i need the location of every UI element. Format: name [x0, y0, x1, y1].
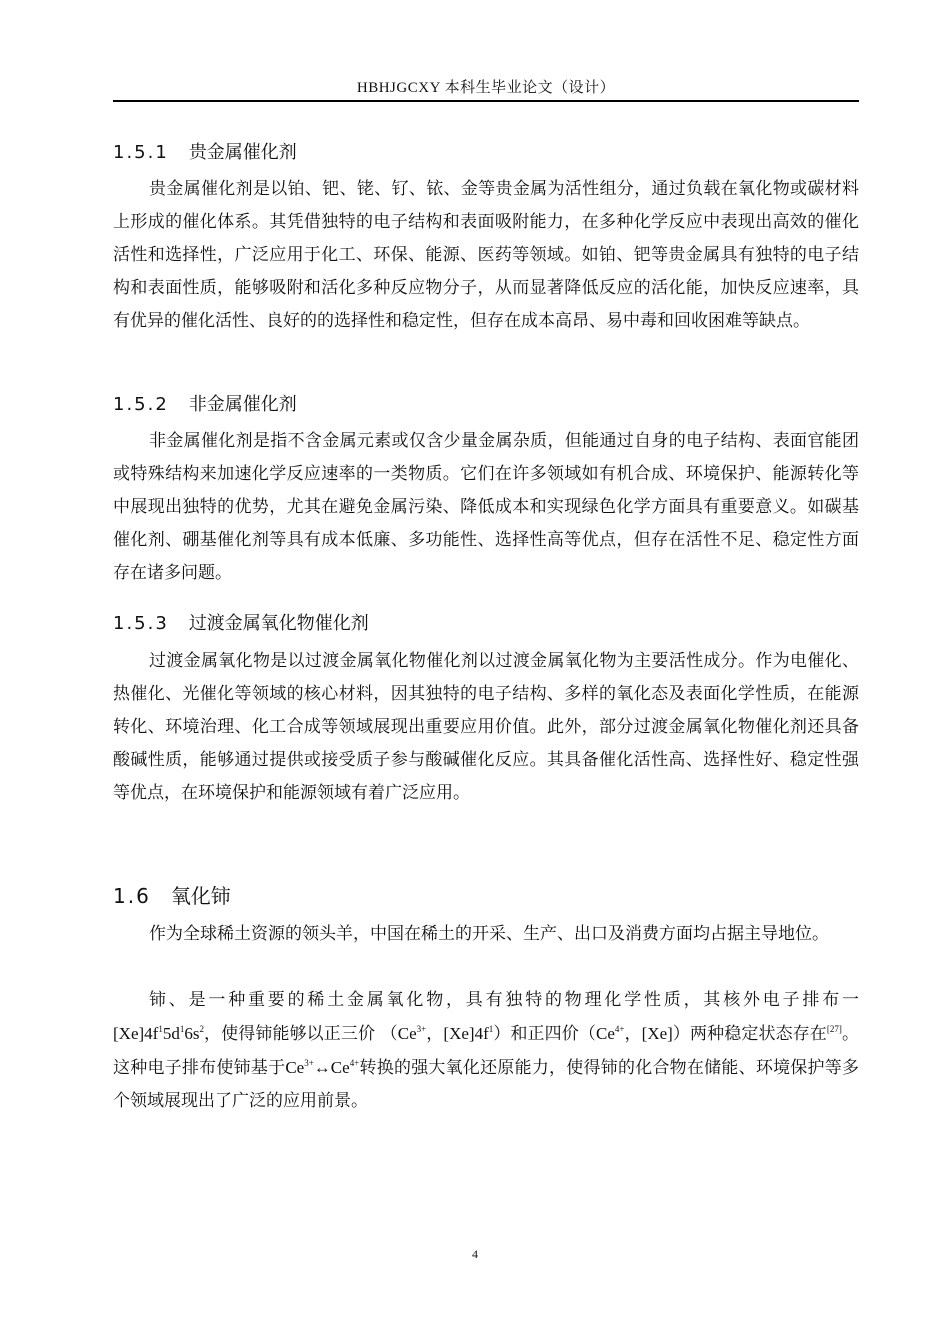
page-number: 4 — [472, 1247, 478, 1261]
text-run: 6s — [184, 1024, 200, 1043]
paragraph-cerium — [113, 984, 859, 1118]
electron-config — [113, 1024, 204, 1043]
superscript: 1 — [158, 1024, 163, 1034]
section-title: 贵金属催化剂 — [188, 142, 297, 163]
superscript: 2 — [199, 1024, 204, 1034]
text-run: 铈、是一种重要的稀土金属氧化物，具有独特的物理化学性质，其核外电子排布一 — [149, 990, 859, 1010]
text-run: 。这种电子排布使铈基于 — [113, 1024, 860, 1078]
superscript: 3+ — [416, 1024, 427, 1034]
text-run: Ce — [330, 1058, 350, 1077]
superscript: 4+ — [349, 1058, 360, 1068]
ion-ce3 — [398, 1024, 426, 1043]
ion-ce4 — [596, 1024, 624, 1043]
double-arrow-icon: ↔ — [313, 1058, 331, 1077]
superscript: 3+ — [304, 1058, 314, 1068]
citation-ref: [27] — [826, 1024, 842, 1034]
text-run: ， — [624, 1024, 642, 1044]
section-heading-1-6 — [113, 880, 231, 909]
superscript: 1 — [488, 1024, 494, 1034]
section-number: 1.5.2 — [113, 394, 169, 415]
text-run: ，使得铈能够以正三价 （ — [203, 1024, 398, 1044]
superscript: 4+ — [614, 1024, 625, 1034]
running-header: HBHJGCXY 本科生毕业论文（设计） — [356, 80, 616, 96]
paragraph-non-metal: 非金属催化剂是指不含金属元素或仅含少量金属杂质，但能通过自身的电子结构、表面官能团或特殊结构来加速化学反应速率的一类物质。它们在许多领域如有机合成、环境保护、能源转化等中展现出独特的优势，尤其在避免金属污染、降低成本和实现绿色化学方面具有重要意义。如碳基催化剂、硼基催化剂等具有成本低廉、多功能性、选择性高等优点，但存在活性不足、稳定性方面存在诸多问题。 — [113, 431, 859, 583]
text-run: [Xe]4f — [443, 1024, 489, 1043]
text-run: ）和正四价（ — [493, 1024, 596, 1044]
section-number: 1.5.1 — [113, 142, 169, 163]
text-run: 转换的强大氧化还原能力，使得铈的化合物在储能、环境保护等多个领域展现出了广泛的应用前景。 — [113, 1058, 860, 1111]
section-heading-1-5-2 — [113, 390, 297, 416]
section-heading-1-5-1 — [113, 138, 297, 164]
section-heading-1-5-3 — [113, 609, 369, 635]
section-number: 1.6 — [113, 884, 151, 908]
section-number: 1.5.3 — [113, 613, 169, 634]
section-title: 氧化铈 — [170, 884, 231, 908]
text-run: [Xe]4f — [113, 1024, 159, 1043]
text-run: 5d — [162, 1024, 180, 1043]
text-run: Ce — [285, 1058, 305, 1077]
header-rule — [113, 100, 859, 102]
paragraph-transition-metal-oxide: 过渡金属氧化物是以过渡金属氧化物催化剂以过渡金属氧化物为主要活性成分。作为电催化、热催化、光催化等领域的核心材料，因其独特的电子结构、多样的氧化态及表面化学性质，在能源转化、环境治理、化工合成等领域展现出重要应用价值。此外，部分过渡金属氧化物催化剂还具备酸碱性质，能够通过提供或接受质子参与酸碱催化反应。其具备催化活性高、选择性好、稳定性强等优点，在环境保护和能源领域有着广泛应用。 — [113, 651, 859, 803]
paragraph-noble-metal: 贵金属催化剂是以铂、钯、铑、钌、铱、金等贵金属为活性组分，通过负载在氧化物或碳材料上形成的催化体系。其凭借独特的电子结构和表面吸附能力，在多种化学反应中表现出高效的催化活性和选择性，广泛应用于化工、环保、能源、医药等领域。如铂、钯等贵金属具有独特的电子结构和表面性质，能够吸附和活化多种反应物分子，从而显著降低反应的活化能，加快反应速率，具有优异的催化活性、良好的的选择性和稳定性，但存在成本高昂、易中毒和回收困难等缺点。 — [113, 179, 859, 331]
xe-4f-config — [443, 1024, 493, 1043]
text-run: ）两种稳定状态存在 — [672, 1024, 827, 1044]
section-title: 非金属催化剂 — [188, 394, 297, 415]
superscript: 1 — [179, 1024, 185, 1034]
ce3-ce4-conversion — [285, 1058, 359, 1077]
text-run: Ce — [595, 1024, 615, 1043]
paragraph-china-rare-earth: 作为全球稀土资源的领头羊，中国在稀土的开采、生产、出口及消费方面均占据主导地位。 — [149, 924, 829, 944]
text-run: Ce — [397, 1024, 417, 1043]
text-run: ， — [426, 1024, 444, 1044]
xe-config: [Xe] — [641, 1024, 673, 1043]
section-title: 过渡金属氧化物催化剂 — [188, 613, 369, 634]
